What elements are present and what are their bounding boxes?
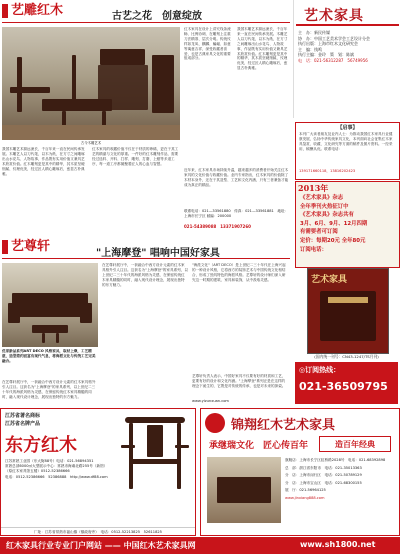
- ad-address: [285, 457, 397, 502]
- lower-section: [0, 237, 290, 407]
- section-title: 艺雕红木: [11, 3, 64, 18]
- chair-image: [117, 415, 193, 493]
- ad-brand: 锦翔红木艺术家具: [231, 418, 336, 433]
- footer-text: 红木家具行业专业门户网站 —— 中国红木艺术家具网: [6, 541, 196, 550]
- ad-brand: 东方红木: [5, 435, 77, 456]
- photo-caption: 优家新品系列ART DECO 风格家具，取材上乘，工艺精湛，造型简约而富有现代气息，将海派文化与传统工艺完美融合。: [2, 349, 96, 363]
- body-column-4b: 艺尊轩负责人表示，中国好家具不仅要有好的材质和工艺，更要有好的设计和文化内涵。"上海摩登"系列正是在这样的理念下诞生的，它既是对传统的传承，也是对未来的探索。: [192, 374, 286, 388]
- section-marker: [2, 240, 8, 254]
- notice-box: [295, 122, 400, 180]
- ad-dongfang: [0, 408, 196, 536]
- ad-address-line: 展 厅：021-56964125: [285, 488, 326, 492]
- order-hotline: [295, 362, 398, 404]
- contact-info: 联系电话：021—33561880 传真：021—33561881 地址：上海市长宁区 邮编：200000: [184, 209, 289, 218]
- body-column-1: 我国木雕艺术源远流长，千百年来一直在民间传承发展。木雕艺人以刀代笔，以木为纸，在方寸之间雕琢出山水花鸟、人物故事，作品既有实用价值又兼具艺术欣赏价值。红木雕刻更是其中的精华，其木质坚硬细腻、纹理优美，经过匠人精心雕琢后，愈显古朴典雅。: [2, 147, 85, 176]
- ad-jinxiang: [200, 408, 400, 536]
- promo-line: 3月、6月、9月、12月四期: [300, 220, 368, 227]
- ad-label: 江苏省著名商标: [5, 413, 41, 419]
- body-column-3: 红木家具在设计上讲究线条流畅、比例协调，在雕刻上注重刀法精准、层次分明。传统纹样如龙凤、麒麟、蝙蝠、如意等寓意吉祥，深受收藏者喜爱，也是古典家具文化的重要组成部分。: [184, 27, 231, 61]
- ad-address-line: 总 部：浙江省东阳市 电话：021-35013363: [285, 465, 362, 470]
- body-column-1b: 在艺尊轩展厅中，一套融合中西方设计元素的红木家具格外引人注目。这套名为"上海摩登"的家具系列，以上世纪二三十年代的海派风格为灵感，在保留传统红木家具精髓的同时，融入现代设计理念，展现出独特的东方魅力。: [2, 380, 96, 399]
- sofa-photo: [2, 263, 98, 347]
- masthead-line: 执行主编：金玲 策 划：陈斌: [298, 52, 354, 57]
- headline: "上海摩登" 唱响中国好家具: [96, 248, 220, 259]
- masthead-logo: 艺术家具: [304, 8, 364, 24]
- body-column-3b: "海派文化"（ART DECO）是上世纪二三十年代在上海兴起的一种设计风格，它将西方的装饰艺术与中国传统文化相结合，形成了独具特色的海派风格。艺尊轩的设计师们深入研究这一时期的建筑、家具和装饰，从中汲取灵感。: [192, 263, 286, 282]
- ad-address-line: 电话：0512-52386666 52386888 http://www.df88.com: [5, 474, 108, 479]
- masthead: [293, 0, 400, 118]
- masthead-line: 执行出版：上海市红木文化研究会: [298, 41, 358, 46]
- ad-address-line: 旗舰店：上海市长宁区虹桥路2028号 电话：021-68392898: [285, 458, 386, 462]
- ad-address-line: （原红木家具馆五楼）0512-52386666: [5, 469, 70, 474]
- notice-phone: 139171660118，13816202423: [299, 169, 356, 173]
- lower-web: www.yizunxuan.com: [192, 399, 229, 403]
- promo-year: 2013年: [298, 183, 329, 193]
- section-rule: [2, 22, 290, 23]
- masthead-line: 主 办：新民传媒: [298, 30, 330, 35]
- subscription-promo: [295, 181, 400, 268]
- promo-line: 全年季刊火热征订中: [300, 203, 349, 210]
- promo-line: 《艺术家具》杂志共有: [300, 212, 354, 219]
- cover-note: (国内统一刊号：CN43-1247/TS月刊): [314, 354, 379, 359]
- ad-address: [5, 459, 117, 480]
- ad-slogan: 承继瑞文化 匠心传百年: [209, 441, 309, 451]
- promo-line: 订阅电话：: [300, 246, 327, 253]
- notice-title: 【启事】: [337, 125, 358, 131]
- masthead-line: 协 办：中国工艺美术学会工艺设计分会: [298, 35, 370, 41]
- footer-band: [0, 537, 400, 554]
- section-marker: [2, 4, 8, 18]
- middle-body: 近年来，红木家具市场持续升温，越来越多的消费者开始关注红木家具的文化价值与收藏价值。业内专家指出，红木家具的价值除了木材本身外，还在于其造型、工艺和文化内涵，只有三者兼备才能成为真正的精品。: [184, 168, 289, 187]
- ad-address-line: 常熟总部6000㎡大型展示中心：常熟市海虞北路255号（新馆）: [5, 464, 108, 469]
- ad-footer: 厂址：江苏省常熟市福山镇（镇政府旁） 电话：0512-52213825 52611825: [1, 527, 195, 537]
- promo-text: [300, 194, 396, 254]
- notice-body: 本刊广大读者朋友及业内人士：为推动我国红木家具行业健康发展，弘扬中华传统家具文化，本刊面向社会征集红木家具鉴赏、收藏、文化研究等方面的稿件及图片资料。一经采用，稿酬从优。联系电话：: [299, 132, 393, 151]
- photo-caption: 古今木雕艺术: [80, 141, 102, 145]
- cover-title: 艺术家具: [311, 275, 348, 285]
- promo-line: 定价：每期20元 全年80元: [300, 237, 366, 244]
- ad-label: 江苏省名牌产品: [5, 421, 41, 427]
- order-phone: 021-36509795: [299, 380, 388, 393]
- masthead-line: 电 话：021-56312287 56749956: [298, 57, 368, 63]
- order-title: ◎订阅热线：: [299, 366, 341, 374]
- right-column: [293, 0, 400, 407]
- footer-url[interactable]: www.sh1800.net: [300, 540, 376, 549]
- ad-address-line: www.jinxiang888.com: [285, 495, 325, 500]
- brand-seal-icon: [205, 413, 225, 433]
- furniture-photo: [2, 27, 180, 140]
- masthead-line: 主 编：钱鸣: [298, 46, 322, 52]
- body-column-2: 红木家具的收藏价值不仅在于材质的珍稀，更在于其工艺的精湛与文化的厚重。一件好的红木雕刻作品，需要经过选料、开料、打样、雕刻、打磨、上蜡等多道工序，每一道工序都凝聚着匠人的心血与智慧。: [92, 147, 179, 166]
- masthead-info: [298, 30, 398, 63]
- ad-address-line: 分 店：上海市宝山区 电话：021-68300155: [285, 480, 362, 485]
- contact-block: [184, 168, 290, 232]
- section-rule: [2, 258, 290, 259]
- ad-photo: [207, 457, 281, 523]
- promo-line: 有需要者可订阅: [300, 229, 338, 236]
- ad-address-line: 分 店：上海市闵行区 电话：021-50789129: [285, 473, 362, 477]
- section-title: 艺尊轩: [11, 239, 51, 254]
- headline: 古艺之花 创意绽放: [112, 11, 202, 22]
- body-column-2b: 在艺尊轩展厅中，一套融合中西方设计元素的红木家具格外引人注目。这套名为"上海摩登"的家具系列，以上世纪二三十年代的海派风格为灵感，在保留传统红木家具精髓的同时，融入现代设计理念，展现出独特的东方魅力。: [102, 263, 188, 287]
- body-column-4: 我国木雕艺术源远流长，千百年来一直在民间传承发展。木雕艺人以刀代笔，以木为纸，在方寸之间雕琢出山水花鸟、人物故事，作品既有实用价值又兼具艺术欣赏价值。红木雕刻更是其中的精华，其木质坚硬细腻、纹理优美，经过匠人精心雕琢后，愈显古朴典雅。: [237, 27, 288, 71]
- promo-line: 《艺术家具》杂志: [300, 195, 344, 201]
- ad-address-line: 江苏常熟工业园（东大街88号）电话：021-56894351: [5, 459, 94, 463]
- ad-slogan-box: 造百年经典: [319, 436, 391, 452]
- contact-mobile: 021-54389088 13371907260: [184, 224, 251, 229]
- magazine-cover: [307, 268, 389, 354]
